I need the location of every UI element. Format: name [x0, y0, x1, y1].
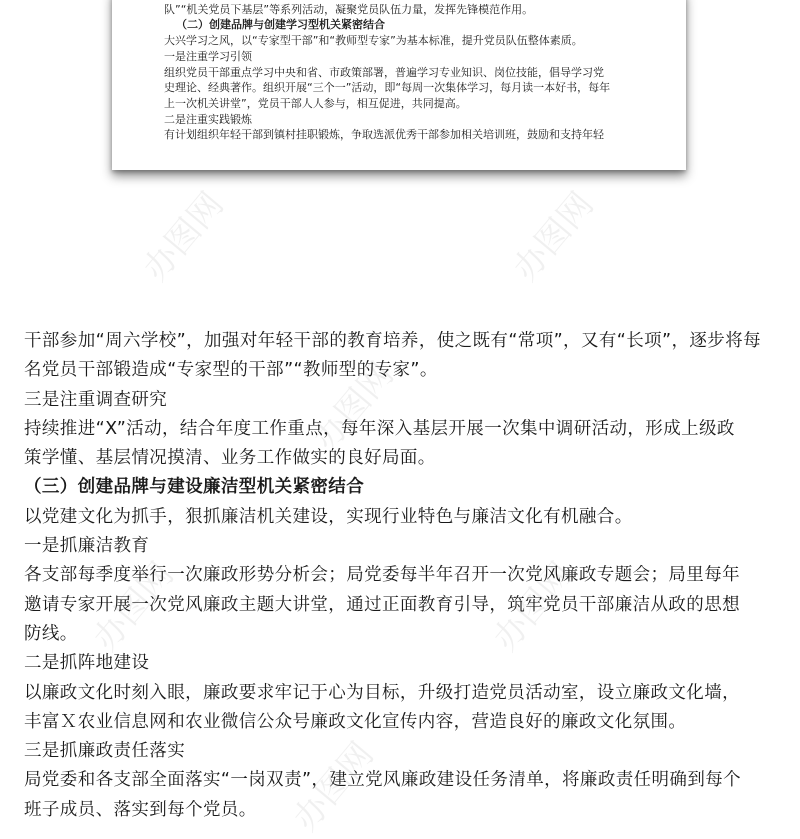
paragraph-line: 丰富Ｘ农业信息网和农业微信公众号廉政文化宣传内容，营造良好的廉政文化氛围。: [24, 711, 687, 732]
watermark: 办图网: [135, 184, 232, 289]
paragraph-line: 以党建文化为抓手，狠抓廉洁机关建设，实现行业特色与廉洁文化有机融合。: [24, 506, 633, 527]
preview-card-line: 组织党员干部重点学习中央和省、市政策部署，普遍学习专业知识、岗位技能，倡导学习党: [164, 65, 604, 79]
watermark: 办图网: [285, 734, 382, 839]
paragraph-line: 各支部每季度举行一次廉政形势分析会；局党委每半年召开一次党风廉政专题会；局里每年: [24, 565, 740, 586]
paragraph-line: 邀请专家开展一次党风廉政主题大讲堂，通过正面教育引导，筑牢党员干部廉洁从政的思想: [24, 594, 740, 615]
document-preview-card: [112, 0, 686, 170]
document-body: [24, 327, 784, 825]
preview-card-line: 一是注重学习引领: [164, 49, 252, 63]
paragraph-line: 干部参加“周六学校”，加强对年轻干部的教育培养，使之既有“常项”，又有“长项”，逐步将每: [24, 331, 761, 351]
paragraph-line: 三是抓廉政责任落实: [24, 741, 186, 762]
preview-card-line: 有计划组织年轻干部到镇村挂职锻炼，争取选派优秀干部参加相关培训班，鼓励和支持年轻: [164, 128, 604, 142]
watermark: 办图网: [485, 554, 582, 659]
paragraph-line: 以廉政文化时刻入眼，廉政要求牢记于心为目标，升级打造党员活动室，设立廉政文化墙，: [24, 682, 740, 703]
section-heading: （三）创建品牌与建设廉洁型机关紧密结合: [24, 477, 365, 498]
preview-card-line: 队”“机关党员下基层”等系列活动，凝聚党员队伍力量，发挥先锋模范作用。: [164, 2, 534, 16]
paragraph-line: 一是抓廉洁教育: [24, 536, 150, 557]
paragraph-line: 防线。: [24, 623, 78, 644]
watermark: 办图网: [505, 184, 602, 289]
preview-card-line: 二是注重实践锻炼: [164, 112, 252, 126]
paragraph-line: 策学懂、基层情况摸清、业务工作做实的良好局面。: [24, 448, 436, 469]
paragraph-line: 二是抓阵地建设: [24, 653, 150, 674]
watermark: 办图网: [85, 554, 182, 659]
watermark: 办图网: [305, 354, 402, 459]
preview-card-line: 大兴学习之风，以“专家型干部”和“教师型专家”为基本标准，提升党员队伍整体素质。: [164, 34, 583, 48]
preview-card-line: 上一次机关讲堂”，党员干部人人参与，相互促进，共同提高。: [164, 96, 467, 110]
paragraph-line: 三是注重调查研究: [24, 389, 168, 410]
paragraph-line: 持续推进“X”活动，结合年度工作重点，每年深入基层开展一次集中调研活动，形成上级政: [24, 418, 735, 439]
paragraph-line: 局党委和各支部全面落实“一岗双责”，建立党风廉政建设任务清单，将廉政责任明确到每个: [24, 770, 742, 791]
preview-card-text: [164, 0, 684, 143]
preview-card-line: 史理论、经典著作。组织开展“三个一”活动，即“每周一次集体学习，每月读一本好书，每年: [164, 81, 611, 95]
preview-card-line: （二）创建品牌与创建学习型机关紧密结合: [176, 18, 385, 32]
paragraph-line: 名党员干部锻造成“专家型的干部”“教师型的专家”。: [24, 360, 438, 381]
paragraph-line: 班子成员、落实到每个党员。: [24, 799, 257, 820]
